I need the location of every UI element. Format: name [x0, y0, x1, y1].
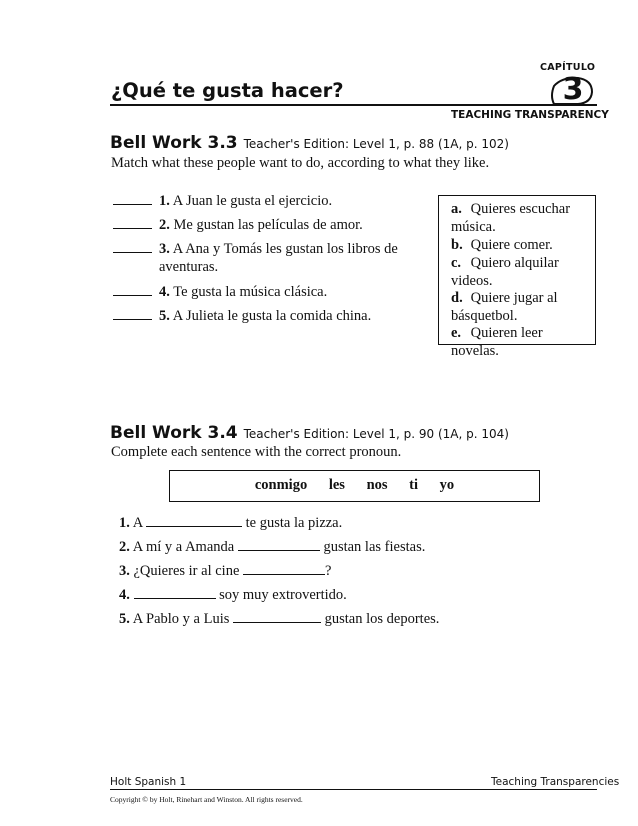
option-letter: d.	[451, 290, 463, 306]
sentence-after: ?	[325, 563, 332, 579]
answer-option	[451, 254, 591, 290]
item-text: Te gusta la música clásica.	[173, 284, 328, 300]
bell-work-reference: Teacher's Edition: Level 1, p. 90 (1A, p. 104)	[243, 427, 509, 441]
word-bank-box	[169, 470, 540, 502]
sentence-item	[119, 610, 439, 628]
sentence-after: gustan los deportes.	[324, 611, 440, 627]
item-number: 1.	[119, 515, 130, 531]
sentence-before: ¿Quieres ir al cine	[133, 563, 240, 579]
page-title: ¿Qué te gusta hacer?	[111, 79, 344, 102]
item-number: 2.	[159, 217, 170, 233]
footer-section: Teaching Transparencies	[491, 776, 620, 788]
item-number: 2.	[119, 539, 130, 555]
option-letter: e.	[451, 325, 462, 341]
sentence-item	[119, 562, 331, 580]
answer-option	[451, 200, 591, 236]
word-bank-item: ti	[409, 477, 419, 493]
item-number: 3.	[159, 241, 170, 257]
item-text: Me gustan las películas de amor.	[173, 217, 363, 233]
header-rule	[110, 104, 597, 106]
word-bank-item: yo	[439, 477, 455, 493]
answer-blank[interactable]	[113, 228, 152, 229]
item-number: 5.	[159, 308, 170, 324]
item-number: 1.	[159, 193, 170, 209]
option-text: Quiere jugar al básquetbol.	[451, 290, 558, 324]
sentence-before: A mí y a Amanda	[132, 539, 235, 555]
answer-option	[451, 289, 591, 325]
answer-option	[451, 324, 591, 360]
answer-blank[interactable]	[233, 610, 321, 623]
answer-blank[interactable]	[243, 562, 325, 575]
answer-blank[interactable]	[113, 252, 152, 253]
option-letter: a.	[451, 201, 462, 217]
answer-blank[interactable]	[146, 514, 242, 527]
word-bank	[170, 477, 539, 494]
answer-blank[interactable]	[134, 586, 216, 599]
bell-work-title: Bell Work 3.3	[110, 133, 238, 153]
item-number: 5.	[119, 611, 130, 627]
word-bank-item: conmigo	[254, 477, 308, 493]
option-text: Quiero alquilar videos.	[451, 255, 559, 289]
answer-blank[interactable]	[113, 204, 152, 205]
option-text: Quiere comer.	[470, 237, 553, 253]
option-letter: b.	[451, 237, 463, 253]
sentence-item	[119, 514, 342, 532]
item-number: 4.	[159, 284, 170, 300]
bell-work-reference: Teacher's Edition: Level 1, p. 88 (1A, p. 102)	[243, 137, 509, 151]
sentence-before: A Pablo y a Luis	[132, 611, 230, 627]
item-number: 3.	[119, 563, 130, 579]
sentence-after: gustan las fiestas.	[323, 539, 426, 555]
sentence-before: A	[132, 515, 143, 531]
sentence-item	[119, 538, 425, 556]
bell-work-instructions: Match what these people want to do, according to what they like.	[111, 155, 490, 171]
word-bank-item: nos	[366, 477, 388, 493]
sentence-item	[119, 586, 347, 604]
chapter-number: 3	[562, 72, 584, 107]
item-text: A Ana y Tomás les gustan los libros de aventuras.	[159, 241, 398, 275]
bell-work-title: Bell Work 3.4	[110, 423, 238, 443]
section-subtitle: TEACHING TRANSPARENCY	[451, 109, 609, 121]
capitulo-label: CAPÍTULO	[540, 62, 596, 73]
item-text: A Julieta le gusta la comida china.	[172, 308, 372, 324]
item-number: 4.	[119, 587, 130, 603]
copyright-notice: Copyright © by Holt, Rinehart and Winston. All rights reserved.	[110, 795, 303, 804]
sentence-after: soy muy extrovertido.	[219, 587, 347, 603]
answer-option	[451, 236, 591, 254]
footer-rule	[110, 789, 597, 790]
answer-options-box	[438, 195, 596, 359]
answer-blank[interactable]	[238, 538, 320, 551]
bell-work-heading	[110, 133, 509, 153]
word-bank-item: les	[328, 477, 345, 493]
item-text: A Juan le gusta el ejercicio.	[172, 193, 333, 209]
sentence-after: te gusta la pizza.	[245, 515, 343, 531]
bell-work-heading	[110, 423, 509, 443]
answer-blank[interactable]	[113, 295, 152, 296]
answer-blank[interactable]	[113, 319, 152, 320]
footer-book-title: Holt Spanish 1	[110, 776, 187, 788]
option-text: Quieren leer novelas.	[451, 325, 543, 359]
option-letter: c.	[451, 255, 462, 271]
option-text: Quieres escuchar música.	[451, 201, 571, 235]
bell-work-instructions: Complete each sentence with the correct pronoun.	[111, 444, 402, 460]
